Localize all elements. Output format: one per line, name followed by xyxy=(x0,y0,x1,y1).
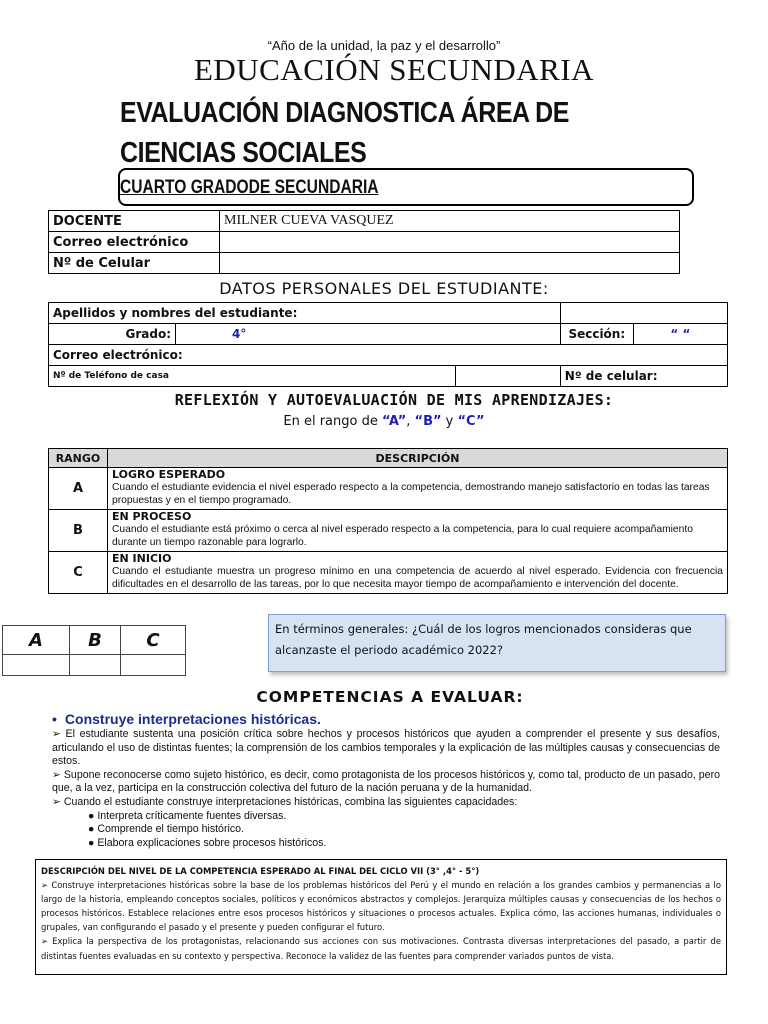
competency-subtitle xyxy=(52,711,321,727)
evaluation-title xyxy=(120,93,569,173)
range-level: LOGRO ESPERADO xyxy=(112,468,226,481)
option-c-header: C xyxy=(121,626,186,655)
range-description xyxy=(108,510,728,552)
self-assessment-question: En términos generales: ¿Cuál de los logros mencionados consideras que alcanzaste el periodo académico 2022? xyxy=(268,614,726,672)
table-row xyxy=(49,552,728,594)
home-phone-field[interactable] xyxy=(455,366,560,387)
cycle-description-box xyxy=(35,859,727,975)
grade-title: CUARTO GRADODE SECUNDARIA xyxy=(120,177,379,198)
competencies-title: COMPETENCIAS A EVALUAR: xyxy=(256,688,524,706)
student-name-field[interactable] xyxy=(560,303,727,324)
range-prefix: En el rango de xyxy=(283,414,382,429)
col-descripcion: DESCRIPCIÓN xyxy=(108,449,728,468)
phone-field[interactable] xyxy=(220,253,680,274)
option-b-cell[interactable] xyxy=(70,655,121,676)
range-letter: A xyxy=(49,468,108,510)
option-c-cell[interactable] xyxy=(121,655,186,676)
range-letter: C xyxy=(49,552,108,594)
student-data-title: DATOS PERSONALES DEL ESTUDIANTE: xyxy=(219,279,549,298)
range-comma: , xyxy=(406,414,415,429)
student-name-label: Apellidos y nombres del estudiante: xyxy=(49,303,561,324)
capacity-item: ● Elabora explicaciones sobre procesos históricos. xyxy=(88,837,327,850)
evaluation-title-line2: CIENCIAS SOCIALES xyxy=(120,137,367,169)
capacity-item: ● Comprende el tiempo histórico. xyxy=(88,823,244,836)
competency-body xyxy=(52,728,720,851)
range-level: EN PROCESO xyxy=(112,510,192,523)
evaluation-title-line1: EVALUACIÓN DIAGNOSTICA ÁREA DE xyxy=(120,97,569,129)
reflection-title: REFLEXIÓN Y AUTOEVALUACIÓN DE MIS APRENDIZAJES: xyxy=(174,391,614,409)
range-text: Cuando el estudiante muestra un progreso mínimo en una competencia de acuerdo al nivel esperado. Evidencia con frecuencia dificultades en el desarrollo de las tareas, por lo que necesita mayor tiempo de acompañamiento e intervención del docente. xyxy=(112,566,723,590)
range-level: EN INICIO xyxy=(112,552,172,565)
cell-phone-label: Nº de celular: xyxy=(560,366,727,387)
motto: “Año de la unidad, la paz y el desarrollo” xyxy=(267,38,501,53)
teacher-table xyxy=(48,210,680,274)
range-c: “C” xyxy=(457,414,485,429)
range-table-header xyxy=(49,449,728,468)
option-b-header: B xyxy=(70,626,121,655)
range-line xyxy=(0,414,768,429)
cycle-description-heading: DESCRIPCIÓN DEL NIVEL DE LA COMPETENCIA ESPERADO AL FINAL DEL CICLO VII (3° ,4° - 5°) xyxy=(41,866,480,876)
self-assessment-grid xyxy=(2,625,186,676)
competency-name: Construye interpretaciones históricas. xyxy=(64,711,321,727)
range-text: Cuando el estudiante evidencia el nivel esperado respecto a la competencia, demostrando manejo satisfactorio en todas las tareas propuestas y en el tiempo programado. xyxy=(112,482,710,506)
teacher-row xyxy=(49,211,680,232)
student-data-table xyxy=(48,302,728,387)
range-a: “A” xyxy=(381,414,407,429)
range-description xyxy=(108,552,728,594)
option-a-header: A xyxy=(3,626,70,655)
range-text: Cuando el estudiante está próximo o cerca al nivel esperado respecto a la competencia, para lo cual requiere acompañamiento durante un tiempo razonable para lograrlo. xyxy=(112,524,693,548)
phone-label: Nº de Celular xyxy=(49,253,220,274)
range-letter: B xyxy=(49,510,108,552)
email-label: Correo electrónico xyxy=(49,232,220,253)
home-phone-label: Nº de Teléfono de casa xyxy=(49,366,456,387)
phone-row xyxy=(49,253,680,274)
range-description xyxy=(108,468,728,510)
seccion-value[interactable]: “ “ xyxy=(633,324,727,345)
student-email-label: Correo electrónico: xyxy=(49,345,728,366)
capacity-item: ● Interpreta críticamente fuentes diversas. xyxy=(88,809,287,822)
email-row xyxy=(49,232,680,253)
email-field[interactable] xyxy=(220,232,680,253)
cycle-description-paragraph: ➢ Construye interpretaciones históricas sobre la base de los problemas históricos del Perú y el mundo en relación a los grandes cambios y permanencias a lo largo de la historia, empleando conceptos sociales, políticos y económicos abstractos y complejos. Jerarquiza múltiples causas y consecuencias de los hechos o procesos históricos. Establece relaciones entre esos procesos históricos y situaciones o procesos actuales. Explica cómo, las acciones humanas, individuales o grupales, van configurando el pasado y el presente y pueden configurar el futuro. xyxy=(41,880,721,933)
grado-value[interactable]: 4° xyxy=(176,324,561,345)
range-b: “B” xyxy=(414,414,442,429)
bullet-icon: • xyxy=(52,711,57,727)
competency-paragraph: ➢ El estudiante sustenta una posición crítica sobre hechos y procesos históricos que ayuden a comprender el presente y sus desafíos, articulando el uso de distintas fuentes; la comprensión de los cambios temporales y la explicación de las múltiples causas y consecuencias de estos. xyxy=(52,728,720,768)
col-rango: RANGO xyxy=(49,449,108,468)
option-a-cell[interactable] xyxy=(3,655,70,676)
table-row xyxy=(49,468,728,510)
range-y: y xyxy=(441,414,458,429)
competency-paragraph: ➢ Cuando el estudiante construye interpretaciones históricas, combina las siguientes capacidades: xyxy=(52,795,518,808)
competency-paragraph: ➢ Supone reconocerse como sujeto histórico, es decir, como protagonista de los procesos históricos y, como tal, producto de un pasado, pero que, a la vez, participa en la construcción colectiva del futuro de la nación peruana y de la humanidad. xyxy=(52,768,720,795)
range-table xyxy=(48,448,728,594)
cycle-description-paragraph: ➢ Explica la perspectiva de los protagonistas, relacionando sus acciones con sus motivaciones. Contrasta diversas interpretaciones del pasado, a partir de distintas fuentes evaluadas en su contexto y perspectiva. Reconoce la validez de las fuentes para comprender variados puntos de vista. xyxy=(41,936,721,961)
seccion-label: Sección: xyxy=(560,324,633,345)
education-level-title: EDUCACIÓN SECUNDARIA xyxy=(193,52,595,87)
docente-value[interactable]: MILNER CUEVA VASQUEZ xyxy=(220,211,680,232)
docente-label: DOCENTE xyxy=(49,211,220,232)
table-row xyxy=(49,510,728,552)
grado-label: Grado: xyxy=(49,324,176,345)
